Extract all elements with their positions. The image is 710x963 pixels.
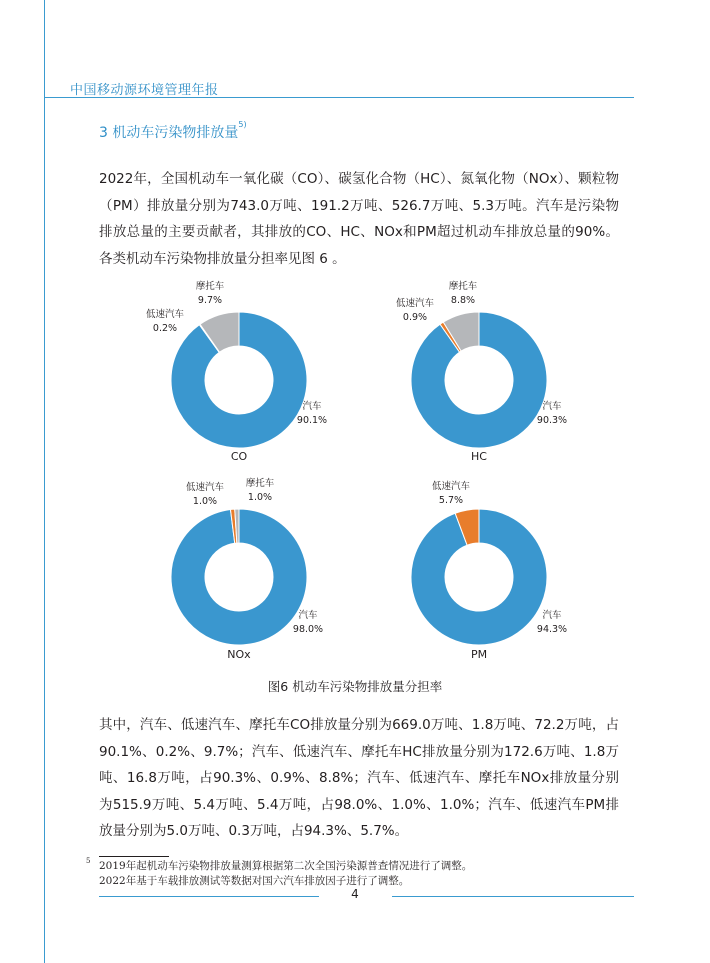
slice-label-car: 汽车: [298, 610, 318, 621]
slice-value-moto: 8.8%: [450, 295, 476, 306]
footnote-rule: [99, 856, 169, 857]
figure-caption: 图6 机动车污染物排放量分担率: [267, 679, 443, 694]
chart-title: NOx: [227, 648, 251, 661]
donut-svg-co: [120, 275, 360, 475]
footnote-number: 5: [86, 857, 91, 865]
chart-title: CO: [230, 450, 248, 463]
slice-value-car: 98.0%: [292, 624, 324, 635]
paragraph-detail: 其中，汽车、低速汽车、摩托车CO排放量分别为669.0万吨、1.8万吨、72.2万吨，占90.1%、0.2%、9.7%；汽车、低速汽车、摩托车HC排放量分别为172.6万吨、1.8万吨、16.8万吨，占90.3%、0.9%、8.8%；汽车、低速汽车、摩托车NOx排放量分别为515.9万吨、5.4万吨、5.4万吨，占98.0%、1.0%、1.0%；汽车、低速汽车PM排放量分别为5.0万吨、0.3万吨，占94.3%、5.7%。: [99, 717, 619, 839]
footer-rule-left: [99, 896, 319, 897]
donut-svg-nox: [120, 472, 360, 672]
slice-value-moto: 1.0%: [247, 492, 273, 503]
slice-label-moto: 摩托车: [195, 281, 225, 292]
donut-chart-nox: [120, 472, 360, 676]
slice-value-car: 90.1%: [296, 415, 328, 426]
footnote-text: [99, 859, 472, 888]
footer-rule-right: [392, 896, 634, 897]
slice-label-moto: 摩托车: [448, 281, 478, 292]
page-number: 4: [351, 887, 359, 901]
footnote-line-1: 2019年起机动车污染物排放量测算根据第二次全国污染源普查情况进行了调整。: [99, 860, 473, 872]
slice-label-moto: 摩托车: [245, 478, 275, 489]
chart-title: PM: [470, 648, 488, 661]
footnote-line-2: 2022年基于车载排放测试等数据对国六汽车排放因子进行了调整。: [99, 874, 410, 887]
slice-value-lowspeed: 1.0%: [192, 496, 218, 507]
slice-value-car: 94.3%: [536, 624, 568, 635]
slice-label-car: 汽车: [542, 610, 562, 621]
section-heading: [99, 122, 247, 142]
slice-label-lowspeed: 低速汽车: [145, 309, 185, 320]
slice-label-car: 汽车: [302, 401, 322, 412]
running-header: 中国移动源环境管理年报: [70, 83, 219, 98]
donut-svg-pm: [360, 472, 600, 672]
slice-label-lowspeed: 低速汽车: [395, 298, 435, 309]
slice-label-lowspeed: 低速汽车: [431, 481, 471, 492]
donut-chart-pm: [360, 472, 600, 676]
slice-label-car: 汽车: [542, 401, 562, 412]
paragraph-intro: 2022年，全国机动车一氧化碳（CO）、碳氢化合物（HC）、氮氧化物（NOx）、颗粒物（PM）排放量分别为743.0万吨、191.2万吨、526.7万吨、5.3万吨。汽车是污染物排放总量的主要贡献者，其排放的CO、HC、NOx和PM超过机动车排放总量的90%。各类机动车污染物排放量分担率见图 6 。: [99, 171, 619, 267]
donut-chart-hc: [360, 275, 600, 479]
margin-vertical-rule: [44, 0, 45, 963]
chart-title: HC: [471, 450, 487, 463]
slice-value-moto: 9.7%: [197, 295, 223, 306]
slice-value-lowspeed: 5.7%: [438, 495, 464, 506]
donut-chart-co: [120, 275, 360, 479]
slice-label-lowspeed: 低速汽车: [185, 482, 225, 493]
slice-value-car: 90.3%: [536, 415, 568, 426]
donut-svg-hc: [360, 275, 600, 475]
slice-value-lowspeed: 0.9%: [402, 312, 428, 323]
footnote-ref: 5): [238, 120, 247, 129]
section-title: 3 机动车污染物排放量: [99, 125, 239, 141]
slice-value-lowspeed: 0.2%: [152, 323, 178, 334]
